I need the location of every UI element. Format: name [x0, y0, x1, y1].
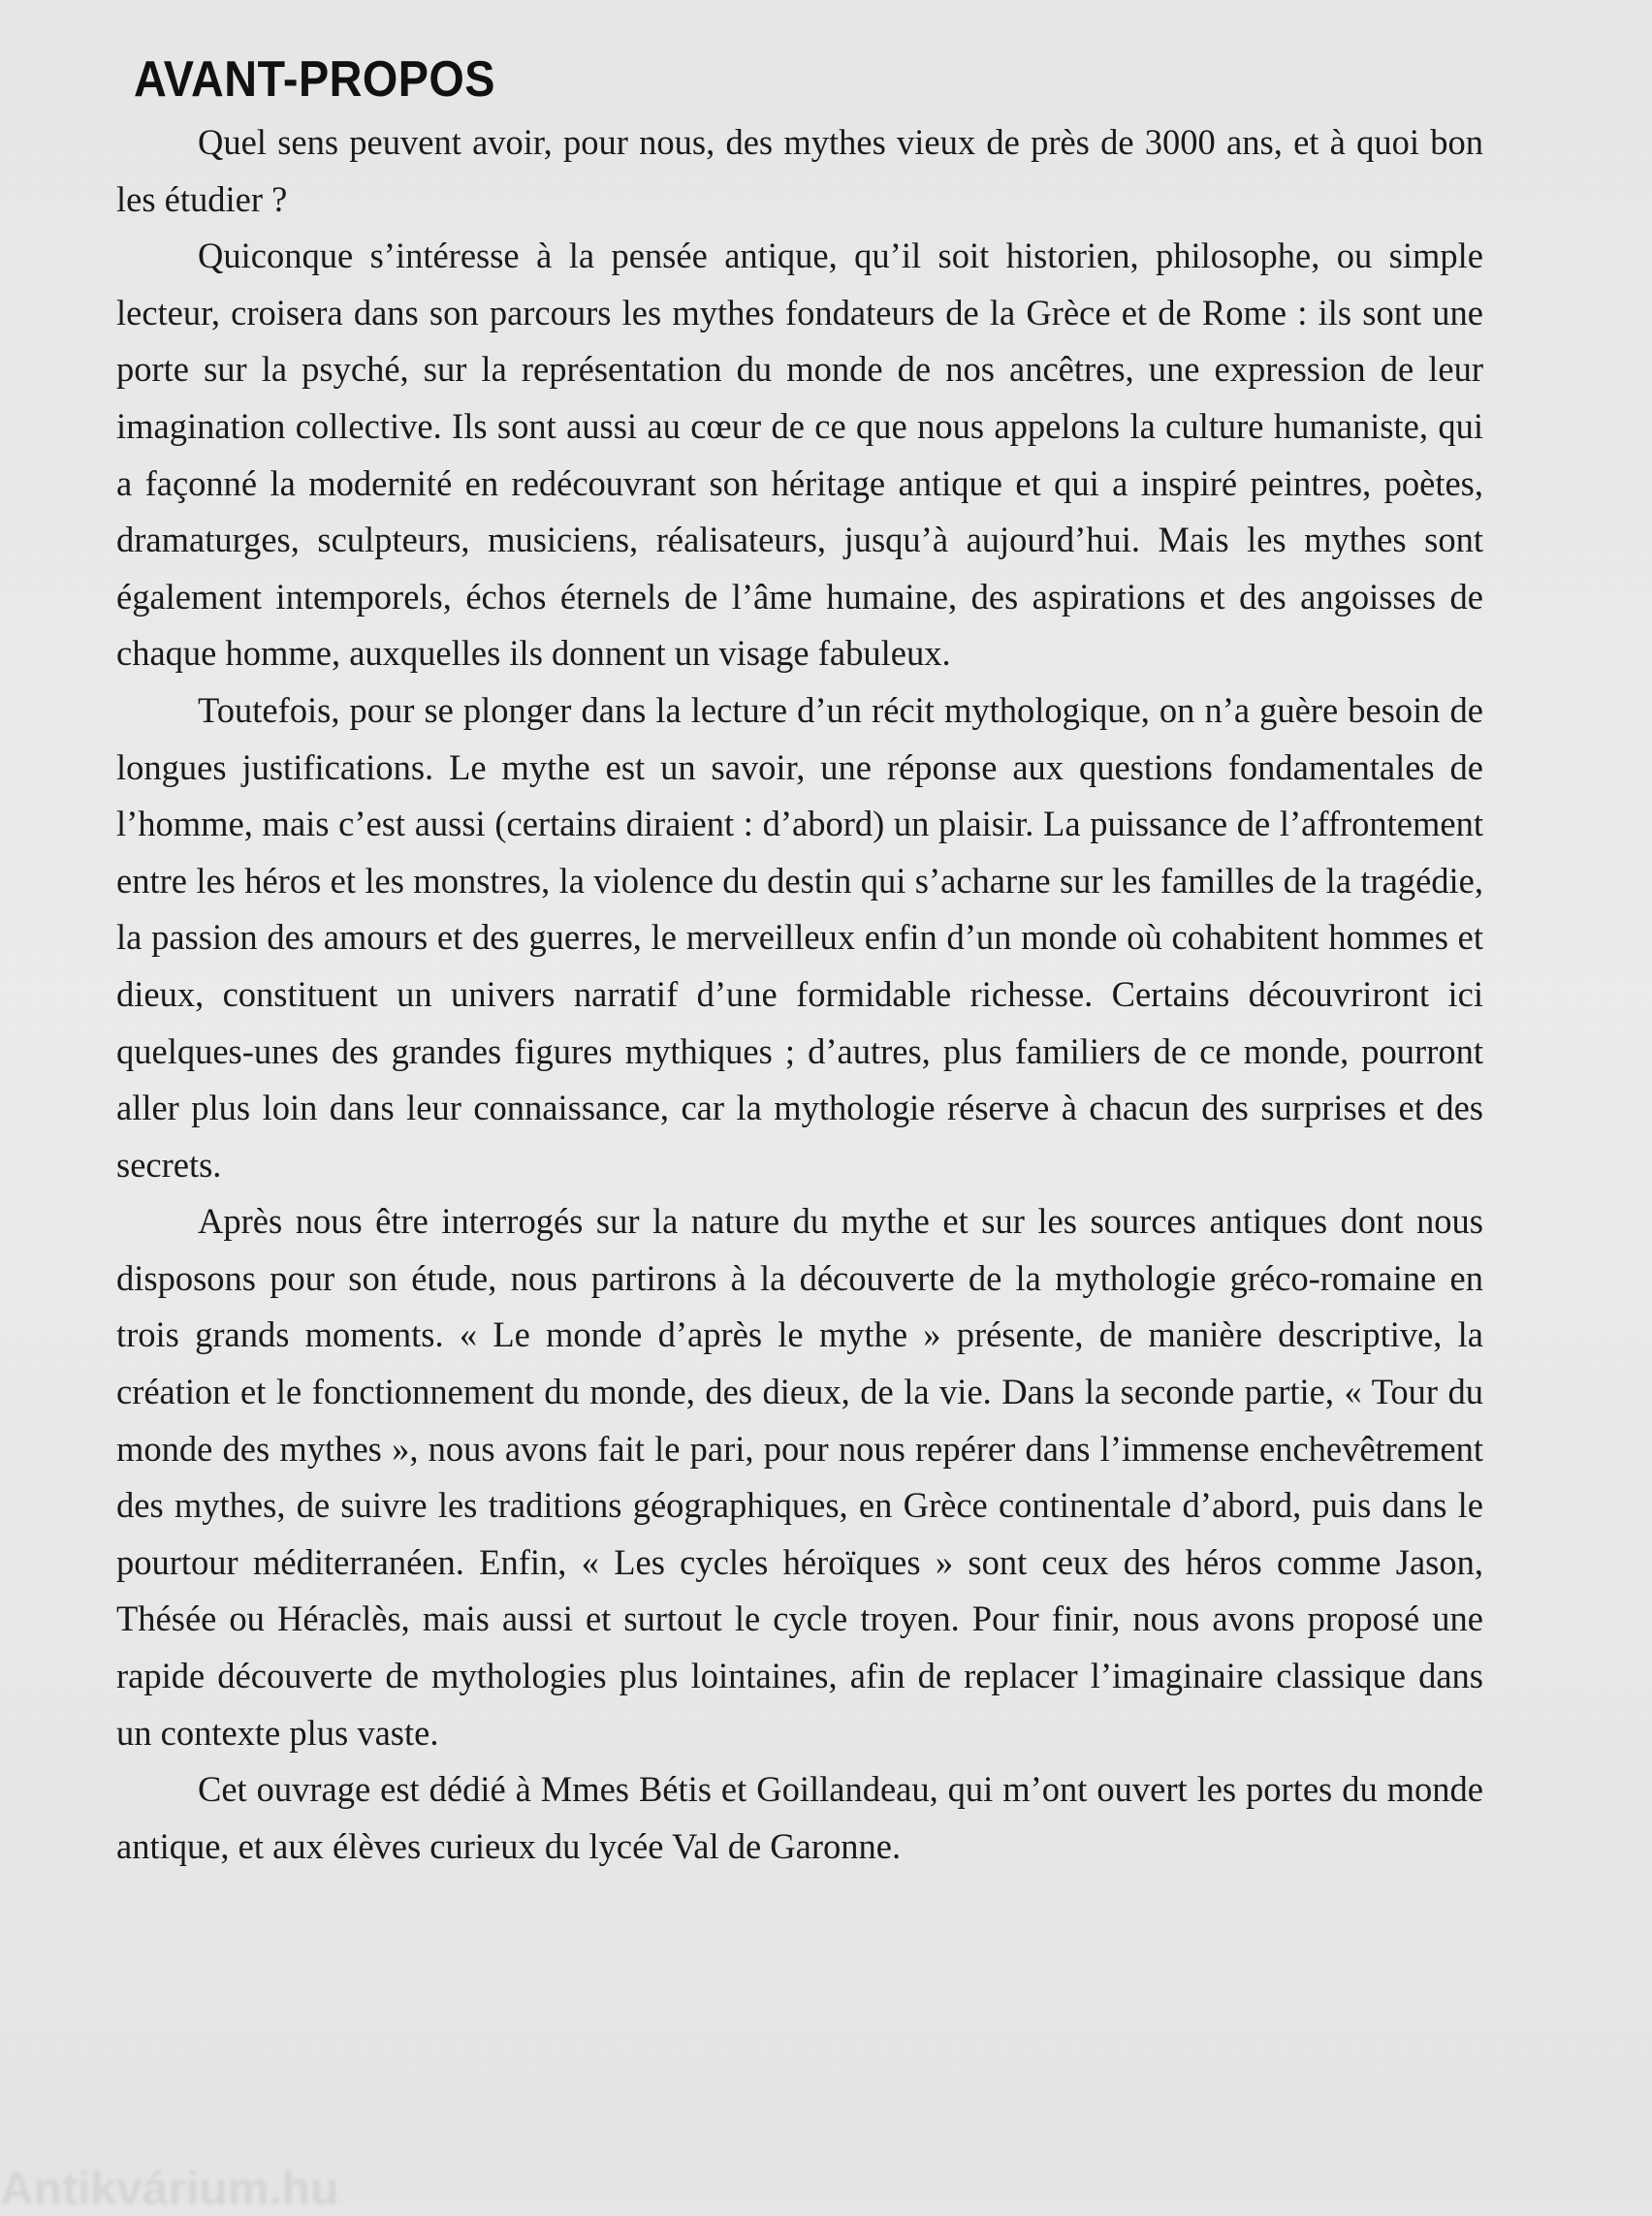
paragraph-2: Quiconque s’intéresse à la pensée antique, qu’il soit historien, philosophe, ou simple lecteur, croisera dans son parcours les mythes fondateurs de la Grèce et de Rome : ils sont une porte sur la psyché, sur la représentation du monde de nos ancêtres, une expression de leur imagination collective. Ils sont aussi au cœur de ce que nous appelons la culture humaniste, qui a façonné la modernité en redécouvrant son héritage antique et qui a inspiré peintres, poètes, dramaturges, sculpteurs, musiciens, réalisateurs, jusqu’à aujourd’hui. Mais les mythes sont également intemporels, échos éternels de l’âme humaine, des aspirations et des angoisses de chaque homme, auxquelles ils donnent un visage fabuleux.	[116, 236, 1483, 674]
paragraph-4: Après nous être interrogés sur la nature du mythe et sur les sources antiques dont nous disposons pour son étude, nous partirons à la découverte de la mythologie gréco-romaine en trois grands moments. « Le monde d’après le mythe » présente, de manière descriptive, la création et le fonctionnement du monde, des dieux, de la vie. Dans la seconde partie, « Tour du monde des mythes », nous avons fait le pari, pour nous repérer dans l’immense enchevêtrement des mythes, de suivre les traditions géographiques, en Grèce continentale d’abord, puis dans le pourtour méditerranéen. Enfin, « Les cycles héroïques » sont ceux des héros comme Jason, Thésée ou Héraclès, mais aussi et surtout le cycle troyen. Pour finir, nous avons proposé une rapide découverte de mythologies plus lointaines, afin de replacer l’imaginaire classique dans un contexte plus vaste.	[116, 1201, 1483, 1753]
body-text	[116, 114, 1483, 1875]
paragraph-5: Cet ouvrage est dédié à Mmes Bétis et Goillandeau, qui m’ont ouvert les portes du monde antique, et aux élèves curieux du lycée Val de Garonne.	[116, 1769, 1483, 1866]
watermark-text: Antikvárium.hu	[0, 2164, 339, 2215]
page-title: AVANT-PROPOS	[134, 51, 495, 108]
paragraph-1: Quel sens peuvent avoir, pour nous, des mythes vieux de près de 3000 ans, et à quoi bon les étudier ?	[116, 122, 1483, 219]
paragraph-3: Toutefois, pour se plonger dans la lecture d’un récit mythologique, on n’a guère besoin de longues justifications. Le mythe est un savoir, une réponse aux questions fondamentales de l’homme, mais c’est aussi (certains diraient : d’abord) un plaisir. La puissance de l’affrontement entre les héros et les monstres, la violence du destin qui s’acharne sur les familles de la tragédie, la passion des amours et des guerres, le merveilleux enfin d’un monde où cohabitent hommes et dieux, constituent un univers narratif d’une formidable richesse. Certains découvriront ici quelques-unes des grandes figures mythiques ; d’autres, plus familiers de ce monde, pourront aller plus loin dans leur connaissance, car la mythologie réserve à chacun des surprises et des secrets.	[116, 689, 1483, 1185]
